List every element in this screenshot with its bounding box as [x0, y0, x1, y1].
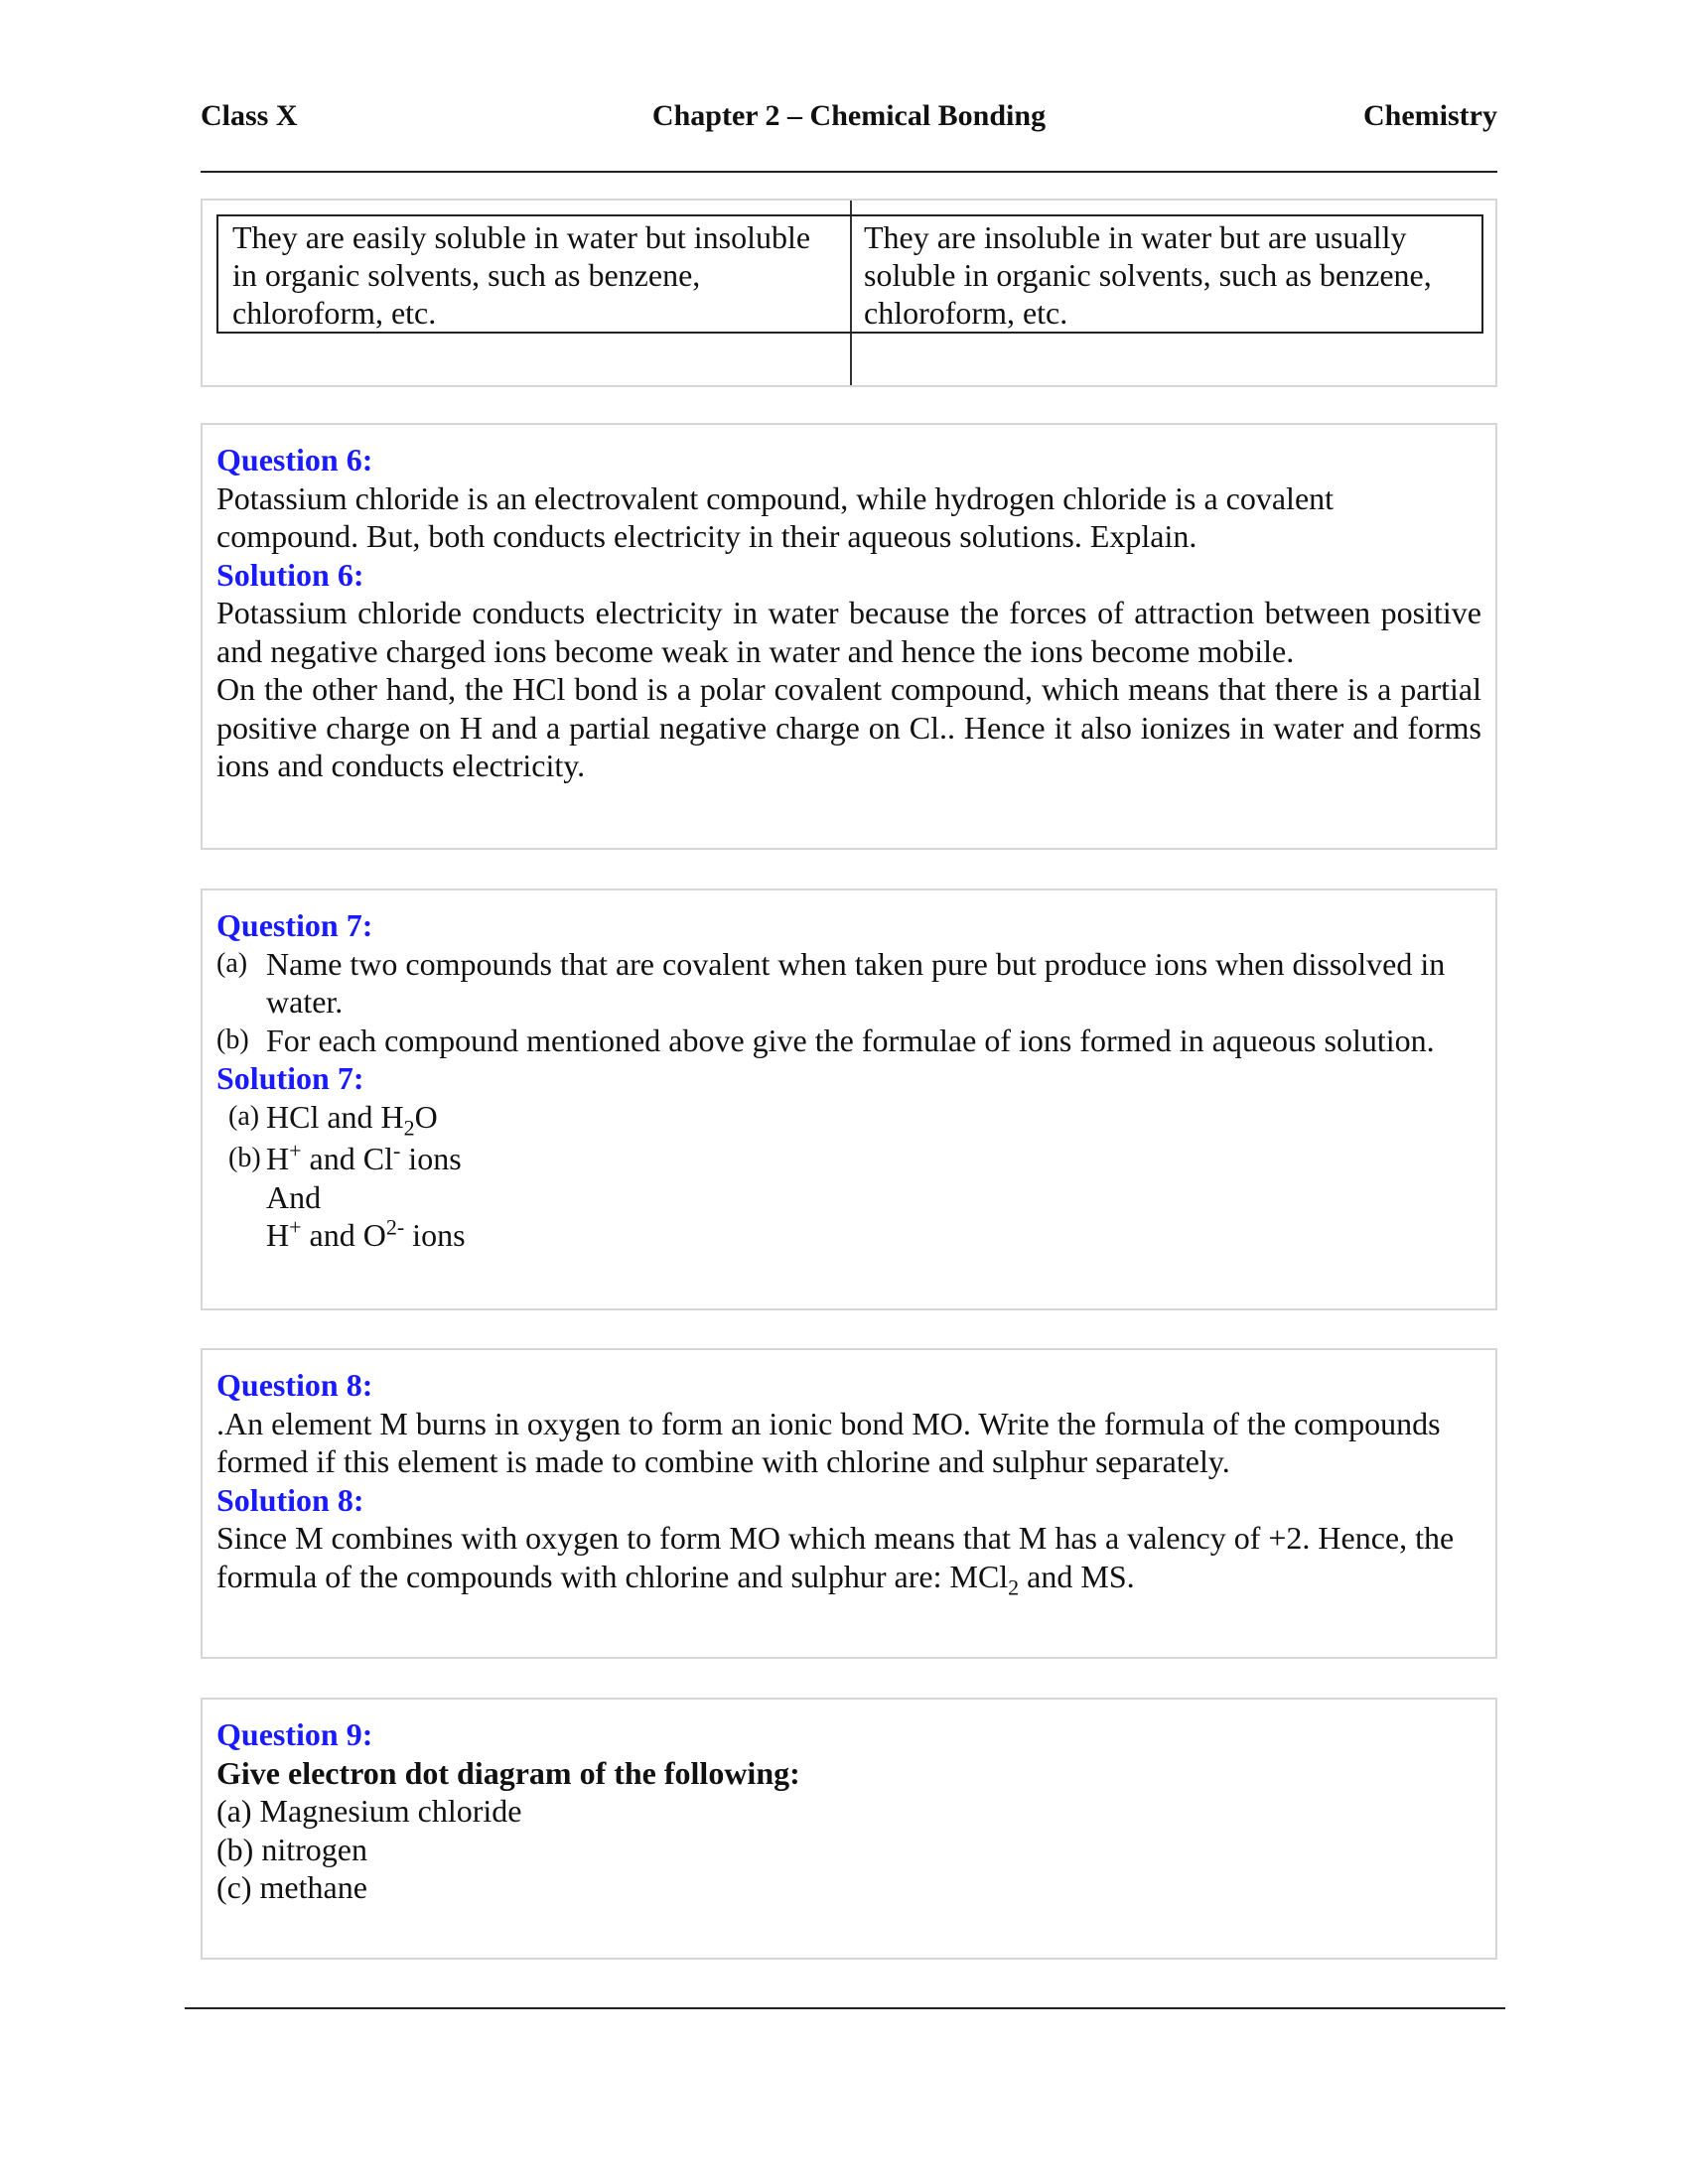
- part-a-text: Name two compounds that are covalent when taken pure but produce ions when dissolved in water.: [266, 945, 1446, 1020]
- question-9-prompt: Give electron dot diagram of the following:: [216, 1754, 800, 1791]
- part-b-marker: (b): [216, 1024, 249, 1055]
- question-8-text: .An element M burns in oxygen to form an ionic bond MO. Write the formula of the compounds formed if this element is made to combine with chlorine and sulphur separately.: [216, 1405, 1441, 1479]
- question-7-part-b: [216, 1022, 1481, 1060]
- comparison-table: [216, 214, 1483, 334]
- part-a-marker: (a): [216, 947, 248, 979]
- ionic-solubility-cell: They are easily soluble in water but insoluble in organic solvents, such as benzene, chloroform, etc.: [232, 219, 811, 331]
- comparison-box: [201, 199, 1497, 387]
- question-6-text: Potassium chloride is an electrovalent compound, while hydrogen chloride is a covalent compound. But, both conducts electricity in their aqueous solutions. Explain.: [216, 479, 1335, 554]
- question-9-item-c: (c) methane: [216, 1869, 367, 1905]
- header-divider: [201, 171, 1497, 173]
- solution-7-label: Solution 7:: [216, 1060, 364, 1096]
- solution-6-label: Solution 6:: [216, 556, 364, 593]
- question-7-label: Question 7:: [216, 907, 373, 943]
- header-subject: Chemistry: [1363, 99, 1497, 132]
- question-7-box: [201, 888, 1497, 1310]
- solution-7-part-a: (a) HCl and $H_2O$: [228, 1098, 438, 1140]
- header-class: Class X: [201, 99, 298, 132]
- solution-8-text: Since M combines with oxygen to form MO which means that M has a valency of +2. Hence, the formula of the compounds with chlorine and sulphur are: MCl$_2$ and MS.: [216, 1520, 1455, 1599]
- question-6-box: [201, 423, 1497, 850]
- question-9-item-b: (b) nitrogen: [216, 1831, 367, 1867]
- solution-6-paragraph-2: On the other hand, the HCl bond is a polar covalent compound, which means that there is a partial positive charge on H and a partial negative charge on Cl.. Hence it also ionizes in water and forms ions and conducts electricity.: [216, 671, 1481, 783]
- question-8-box: [201, 1348, 1497, 1659]
- page-header: [201, 99, 1497, 143]
- question-9-item-a: (a) Magnesium chloride: [216, 1793, 522, 1829]
- solution-6-paragraph-1: Potassium chloride conducts electricity in water because the forces of attraction between positive and negative charged ions become weak in water and hence the ions become mobile.: [216, 595, 1481, 669]
- solution-7-part-b: (b) H+ and Cl- ions: [228, 1138, 462, 1176]
- question-9-label: Question 9:: [216, 1716, 373, 1752]
- question-7-part-a: [216, 945, 1481, 1022]
- footer-divider: [185, 2007, 1505, 2009]
- solution-7-and: And: [266, 1178, 322, 1215]
- part-b-text: For each compound mentioned above give the formulae of ions formed in aqueous solution.: [266, 1022, 1435, 1058]
- solution-7-ions-2: H+ and $O^{2-}$ ions: [266, 1214, 466, 1253]
- solution-8-label: Solution 8:: [216, 1481, 364, 1518]
- sol-b-marker: (b): [228, 1143, 261, 1173]
- header-chapter: Chapter 2 – Chemical Bonding: [651, 99, 1047, 132]
- question-6-label: Question 6:: [216, 442, 373, 478]
- question-8-label: Question 8:: [216, 1367, 373, 1403]
- covalent-solubility-cell: They are insoluble in water but are usually soluble in organic solvents, such as benzene, chloroform, etc.: [864, 219, 1432, 331]
- sol-a-marker: (a): [228, 1100, 260, 1132]
- question-9-box: [201, 1698, 1497, 1960]
